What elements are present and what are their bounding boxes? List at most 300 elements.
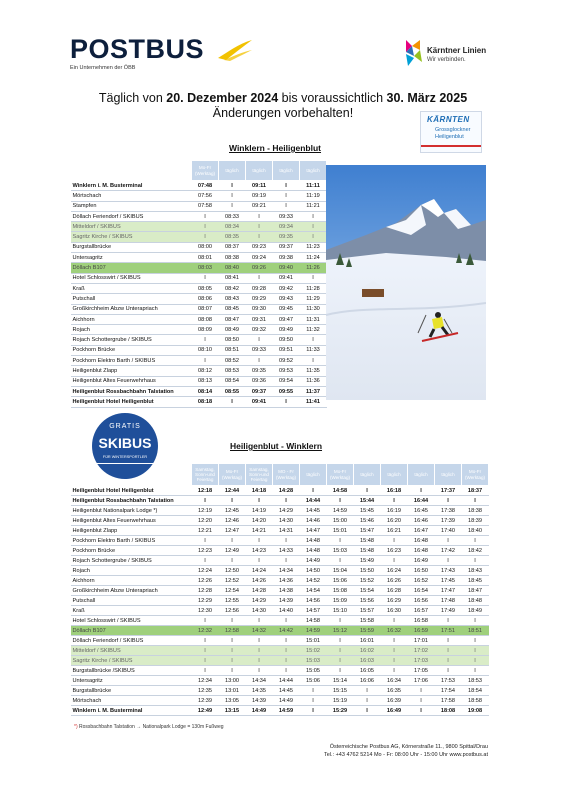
departure-time: I (219, 397, 246, 407)
departure-time: I (462, 496, 489, 506)
departure-time: 08:45 (219, 304, 246, 314)
departure-time: I (246, 636, 273, 646)
table-row (71, 506, 489, 516)
departure-time: 11:23 (300, 242, 327, 252)
departure-time: I (381, 616, 408, 626)
departure-time: 09:43 (273, 294, 300, 304)
column-header: täglich (300, 161, 327, 181)
stop-name: Heiligenblut Rossbachbahn Talstation (71, 386, 192, 396)
table-row (71, 636, 489, 646)
column-header: täglich (300, 464, 327, 486)
departure-time: 08:51 (219, 345, 246, 355)
departure-time: 12:44 (219, 486, 246, 496)
stop-name: Sagritz Kirche / SKIBUS (71, 656, 192, 666)
departure-time: I (327, 636, 354, 646)
departure-time: I (192, 646, 219, 656)
departure-time: 08:06 (192, 294, 219, 304)
departure-time: I (462, 616, 489, 626)
departure-time: I (354, 706, 381, 716)
departure-time: 12:32 (192, 626, 219, 636)
headline-note: Änderungen vorbehalten! (212, 106, 354, 120)
stop-name: Mörtschach (71, 191, 192, 201)
departure-time: 14:29 (273, 506, 300, 516)
departure-time: 16:03 (354, 656, 381, 666)
departure-time: I (192, 556, 219, 566)
departure-time: 09:51 (273, 345, 300, 355)
departure-time: I (300, 696, 327, 706)
departure-time: I (219, 556, 246, 566)
table-row (71, 366, 327, 376)
departure-time: 16:30 (381, 606, 408, 616)
departure-time: 11:36 (300, 376, 327, 386)
departure-time: 14:42 (273, 626, 300, 636)
table-row (71, 686, 489, 696)
departure-time: 08:34 (219, 222, 246, 232)
departure-time: 08:07 (192, 304, 219, 314)
departure-time: I (246, 656, 273, 666)
departure-time: I (246, 666, 273, 676)
table-row (71, 596, 489, 606)
departure-time: 09:31 (246, 314, 273, 324)
departure-time: 16:02 (354, 646, 381, 656)
departure-time: I (192, 636, 219, 646)
departure-time: 11:11 (300, 181, 327, 191)
skibus-sub: FÜR WINTERSPORTLER (102, 455, 148, 459)
timetable-heiligenblut-winklern: Samstag, Sonn-und Feiertag Mo-Fr (Werktag) Samstag, Sonn-und Feiertag MO - Fr (Werktag) täglich Mo-Fr (Werktag) täglich täglich täglich täglich Mo-Fr (Werktag) Mo-Fr (Werktag) Heiligenblut Hotel Heiligenblut 12:18 12:44 14:18 14:28 I 14:58 I 16:18 I 17:37 18:37 Heiligenblut Rossbachbahn Talstation I I I I 14:44 I 15:44 I 16:44 I I Heiligenblut Nationalpark Lodge *) 12:19 12:45 14:19 14:29 14:45 14:59 15:45 16:19 16:45 17:38 18:38 Heiligenblut Altes Feuerwehrhaus 12:20 12:46 14:20 14:30 14:46 15:00 15:46 16:20 16:46 17:39 18:39 Heiligenblut Zlapp 12:21 12:47 14:21 14:31 14:47 15:01 15:47 16:21 16:47 17:40 18:40 Pockhorn Elektro Barth / SKIBUS I I I I 14:48 I 15:48 I 16:48 I I Pockhorn Brücke 12:23 12:49 14:23 14:33 14:48 15:03 15:48 16:23 16:48 17:42 18:42 Rojach Schottergrube / SKIBUS I I I I 14:49 I 15:49 I 16:49 I I Rojach 12:24 12:50 14:24 14:34 14:50 15:04 15:50 16:24 16:50 17:43 18:43 Aichhorn 12:26 12:52 14:26 14:36 14:52 15:06 15:52 16:26 16:52 17:45 18:45 Großkirchheim Abzw Unterapriach 12:28 12:54 14:28 14:38 14:54 15:08 15:54 16:28 16:54 17:47 18:47 Putschall 12:29 12:55 14:29 14:39 14:56 15:09 15:56 16:29 16:56 17:48 18:48 Kraß 12:30 12:56 14:30 14:40 14:57 15:10 15:57 16:30 16:57 17:49 18:49 Hotel Schlosswirt / SKIBUS I I I I 14:58 I 15:58 I 16:58 I I Döllach B107 12:32 12:58 14:32 14:42 14:59 15:12 15:59 16:32 16:59 17:51 18:51 Döllach Feriendorf / SKIBUS I I I I 15:01 I 16:01 I 17:01 I I Mitteldorf / SKIBUS I I I I 15:02 I 16:02 I 17:02 I I Sagritz Kirche / SKIBUS I I I I 15:03 I 16:03 I 17:03 I I Burgstallbrücke /SKIBUS I I I I 15:05 I 16:05 I 17:05 I I Untersagritz 12:34 13:00 14:34 14:44 15:06 15:14 16:06 16:34 17:06 17:53 18:53 Burgstallbrücke 12:35 13:01 14:35 14:45 I 15:15 I 16:35 I 17:54 18:54 Mörtschach 12:39 13:05 14:39 14:49 I 15:19 I 16:39 I 17:58 18:58 Winklern i. M. Busterminal 12:49 13:15 14:49 14:59 I 15:29 I 16:49 I 18:08 19:08 (70, 463, 489, 716)
stop-name: Heiligenblut Nationalpark Lodge *) (71, 506, 192, 516)
stop-name: Putschall (71, 596, 192, 606)
departure-time: 14:29 (246, 596, 273, 606)
table-row (71, 536, 489, 546)
departure-time: 12:19 (192, 506, 219, 516)
table-row (71, 376, 327, 386)
footnote-text: Rossbachbahn Talstation → Nationalpark Lodge = 130m Fußweg (77, 724, 224, 730)
departure-time: I (192, 211, 219, 221)
departure-time: 15:14 (327, 676, 354, 686)
ski-photo (326, 165, 486, 400)
departure-time: 15:46 (354, 516, 381, 526)
headline-pre: Täglich von (98, 91, 167, 105)
departure-time: I (246, 232, 273, 242)
departure-time: I (327, 666, 354, 676)
departure-time: 14:20 (246, 516, 273, 526)
departure-time: 08:54 (219, 376, 246, 386)
departure-time: 16:49 (408, 556, 435, 566)
departure-time: 11:28 (300, 283, 327, 293)
departure-time: I (435, 556, 462, 566)
departure-time: 13:00 (219, 676, 246, 686)
departure-time: 15:58 (354, 616, 381, 626)
departure-time: I (408, 706, 435, 716)
departure-time: 16:34 (381, 676, 408, 686)
departure-time: 15:06 (300, 676, 327, 686)
table-row (71, 201, 327, 211)
departure-time: 15:54 (354, 586, 381, 596)
departure-time: 15:56 (354, 596, 381, 606)
departure-time: 18:43 (462, 566, 489, 576)
departure-time: I (192, 616, 219, 626)
departure-time: 14:48 (300, 536, 327, 546)
departure-time: 16:28 (381, 586, 408, 596)
departure-time: 09:29 (246, 294, 273, 304)
departure-time: I (381, 666, 408, 676)
stop-name: Döllach B107 (71, 626, 192, 636)
departure-time: I (462, 656, 489, 666)
table-row (71, 283, 327, 293)
column-header: Mo-Fr (Werktag) (219, 464, 246, 486)
departure-time: 12:56 (219, 606, 246, 616)
departure-time: 14:34 (273, 566, 300, 576)
departure-time: I (327, 536, 354, 546)
departure-time: 09:50 (273, 335, 300, 345)
departure-time: I (381, 556, 408, 566)
table-row (71, 656, 489, 666)
badge-line1: Grossglockner (435, 127, 471, 133)
departure-time: 16:32 (381, 626, 408, 636)
departure-time: 17:03 (408, 656, 435, 666)
departure-time: I (246, 356, 273, 366)
departure-time: 09:37 (246, 386, 273, 396)
departure-time: 15:49 (354, 556, 381, 566)
departure-time: 09:34 (273, 222, 300, 232)
departure-time: I (462, 556, 489, 566)
departure-time: 11:35 (300, 366, 327, 376)
stop-name: Rojach Schottergrube / SKIBUS (71, 556, 192, 566)
departure-time: I (300, 273, 327, 283)
table-row (71, 676, 489, 686)
departure-time: 15:47 (354, 526, 381, 536)
table1-corner (71, 161, 192, 181)
departure-time: I (462, 666, 489, 676)
departure-time: 09:42 (273, 283, 300, 293)
departure-time: I (246, 335, 273, 345)
departure-time: I (273, 201, 300, 211)
departure-time: 15:57 (354, 606, 381, 616)
departure-time: I (192, 356, 219, 366)
departure-time: 08:42 (219, 283, 246, 293)
departure-time: 16:46 (408, 516, 435, 526)
departure-time: 15:03 (327, 546, 354, 556)
departure-time: I (192, 222, 219, 232)
departure-time: 12:58 (219, 626, 246, 636)
footer-address: Österreichische Postbus AG, Körnerstraße 11., 9800 Spittal/Drau (329, 744, 488, 750)
departure-time: 14:18 (246, 486, 273, 496)
table-row (71, 386, 327, 396)
departure-time: I (300, 706, 327, 716)
departure-time: I (300, 222, 327, 232)
skibus-gratis: GRATIS (109, 423, 141, 430)
departure-time: I (246, 646, 273, 656)
departure-time: 18:54 (462, 686, 489, 696)
departure-time: I (192, 335, 219, 345)
stop-name: Döllach B107 (71, 263, 192, 273)
departure-time: I (273, 181, 300, 191)
column-header: täglich (354, 464, 381, 486)
departure-time: 18:38 (462, 506, 489, 516)
departure-time: I (273, 636, 300, 646)
stop-name: Heiligenblut Zlapp (71, 366, 192, 376)
stop-name: Pockhorn Brücke (71, 345, 192, 355)
stop-name: Rojach (71, 325, 192, 335)
departure-time: I (354, 686, 381, 696)
departure-time: 14:50 (300, 566, 327, 576)
table-row (71, 616, 489, 626)
departure-time: 14:28 (246, 586, 273, 596)
departure-time: 09:52 (273, 356, 300, 366)
departure-time: 18:48 (462, 596, 489, 606)
stop-name: Winklern i. M. Busterminal (71, 706, 192, 716)
departure-time: 15:04 (327, 566, 354, 576)
footer-contact: Tel.: +43 4762 5214 Mo - Fr: 08:00 Uhr - 15:00 Uhr www.postbus.at (323, 752, 488, 758)
departure-time: 11:31 (300, 314, 327, 324)
departure-time: 16:29 (381, 596, 408, 606)
departure-time: I (246, 616, 273, 626)
departure-time: 08:00 (192, 242, 219, 252)
departure-time: 18:08 (435, 706, 462, 716)
departure-time: 11:32 (300, 325, 327, 335)
departure-time: 08:05 (192, 283, 219, 293)
departure-time: 09:24 (246, 253, 273, 263)
stop-name: Pockhorn Elektro Barth / SKIBUS (71, 536, 192, 546)
departure-time: 18:58 (462, 696, 489, 706)
departure-time: I (192, 232, 219, 242)
departure-time: 09:45 (273, 304, 300, 314)
departure-time: 14:59 (327, 506, 354, 516)
table-row (71, 356, 327, 366)
departure-time: 16:05 (354, 666, 381, 676)
company-footer (324, 743, 488, 759)
departure-time: 14:57 (300, 606, 327, 616)
stop-name: Kraß (71, 606, 192, 616)
stop-name: Untersagritz (71, 253, 192, 263)
departure-time: 14:44 (300, 496, 327, 506)
departure-time: 16:35 (381, 686, 408, 696)
departure-time: 09:35 (273, 232, 300, 242)
departure-time: 14:34 (246, 676, 273, 686)
departure-time: I (435, 616, 462, 626)
column-header: täglich (435, 464, 462, 486)
stop-name: Hotel Schlosswirt / SKIBUS (71, 616, 192, 626)
departure-time: 14:49 (300, 556, 327, 566)
departure-time: 08:55 (219, 386, 246, 396)
departure-time: I (381, 496, 408, 506)
departure-time: 17:05 (408, 666, 435, 676)
stop-name: Rojach (71, 566, 192, 576)
departure-time: 08:09 (192, 325, 219, 335)
departure-time: 16:20 (381, 516, 408, 526)
departure-time: 14:26 (246, 576, 273, 586)
departure-time: 16:24 (381, 566, 408, 576)
departure-time: 15:03 (300, 656, 327, 666)
table-row (71, 397, 327, 407)
departure-time: 12:49 (219, 546, 246, 556)
departure-time: 08:43 (219, 294, 246, 304)
column-header: Mo-Fr (Werktag) (462, 464, 489, 486)
departure-time: 17:39 (435, 516, 462, 526)
departure-time: 07:48 (192, 181, 219, 191)
departure-time: I (327, 646, 354, 656)
departure-time: 15:08 (327, 586, 354, 596)
departure-time: 18:51 (462, 626, 489, 636)
stop-name: Burgstallbrücke (71, 242, 192, 252)
column-header: täglich (273, 161, 300, 181)
departure-time: 11:24 (300, 253, 327, 263)
departure-time: I (219, 536, 246, 546)
table-row (71, 486, 489, 496)
table-row (71, 314, 327, 324)
departure-time: 16:54 (408, 586, 435, 596)
departure-time: 08:35 (219, 232, 246, 242)
departure-time: 12:21 (192, 526, 219, 536)
departure-time: 18:49 (462, 606, 489, 616)
departure-time: I (300, 486, 327, 496)
stop-name: Großkirchheim Abzw Unterapriach (71, 304, 192, 314)
departure-time: 08:47 (219, 314, 246, 324)
stop-name: Sagritz Kirche / SKIBUS (71, 232, 192, 242)
departure-time: 16:56 (408, 596, 435, 606)
departure-time: 12:34 (192, 676, 219, 686)
departure-time: 08:18 (192, 397, 219, 407)
table-row (71, 253, 327, 263)
table-row (71, 242, 327, 252)
departure-time: 12:50 (219, 566, 246, 576)
departure-time: I (273, 616, 300, 626)
departure-time: 08:37 (219, 242, 246, 252)
departure-time: 18:47 (462, 586, 489, 596)
departure-time: I (273, 191, 300, 201)
table-row (71, 516, 489, 526)
departure-time: 16:23 (381, 546, 408, 556)
departure-time: I (462, 636, 489, 646)
departure-time: I (300, 335, 327, 345)
departure-time: I (192, 273, 219, 283)
table-row (71, 304, 327, 314)
postbus-swoosh-icon (216, 38, 254, 62)
departure-time: 11:33 (300, 345, 327, 355)
departure-time: I (327, 616, 354, 626)
departure-time: 14:47 (300, 526, 327, 536)
departure-time: 12:55 (219, 596, 246, 606)
departure-time: 17:54 (435, 686, 462, 696)
column-header: Samstag, Sonn-und Feiertag (192, 464, 219, 486)
column-header: täglich (408, 464, 435, 486)
departure-time: 14:44 (273, 676, 300, 686)
departure-time: I (435, 496, 462, 506)
stop-name: Heiligenblut Zlapp (71, 526, 192, 536)
departure-time: 15:48 (354, 546, 381, 556)
badge-line2: Heiligenblut (435, 134, 464, 140)
table-row (71, 263, 327, 273)
stop-name: Winklern i. M. Busterminal (71, 181, 192, 191)
departure-time: 08:01 (192, 253, 219, 263)
departure-time: I (300, 686, 327, 696)
departure-time: 11:30 (300, 304, 327, 314)
departure-time: 08:13 (192, 376, 219, 386)
departure-time: 16:39 (381, 696, 408, 706)
departure-time: 15:06 (327, 576, 354, 586)
column-header: Mo-Fr (Werktag) (192, 161, 219, 181)
departure-time: 14:32 (246, 626, 273, 636)
departure-time: 15:52 (354, 576, 381, 586)
departure-time: 17:01 (408, 636, 435, 646)
table-row (71, 294, 327, 304)
departure-time: 09:33 (246, 345, 273, 355)
departure-time: 18:39 (462, 516, 489, 526)
departure-time: 17:48 (435, 596, 462, 606)
departure-time: 11:26 (300, 263, 327, 273)
departure-time: 16:52 (408, 576, 435, 586)
departure-time: I (246, 222, 273, 232)
headline-start-date: 20. Dezember 2024 (166, 91, 279, 105)
departure-time: 17:47 (435, 586, 462, 596)
departure-time: 16:57 (408, 606, 435, 616)
departure-time: 08:38 (219, 253, 246, 263)
column-header: täglich (381, 464, 408, 486)
kaerntner-linien-logo (402, 38, 487, 73)
departure-time: 14:39 (273, 596, 300, 606)
table-row (71, 576, 489, 586)
departure-time: 09:30 (246, 304, 273, 314)
departure-time: 15:09 (327, 596, 354, 606)
table-row (71, 335, 327, 345)
departure-time: 14:28 (273, 486, 300, 496)
departure-time: I (273, 666, 300, 676)
departure-time: 11:19 (300, 191, 327, 201)
departure-time: 16:19 (381, 506, 408, 516)
departure-time: 11:21 (300, 201, 327, 211)
departure-time: 09:32 (246, 325, 273, 335)
departure-time: 18:53 (462, 676, 489, 686)
departure-time: 16:59 (408, 626, 435, 636)
departure-time: I (435, 636, 462, 646)
table2-corner (71, 464, 192, 486)
departure-time: 14:31 (273, 526, 300, 536)
stop-name: Heiligenblut Altes Feuerwehrhaus (71, 516, 192, 526)
departure-time: 08:08 (192, 314, 219, 324)
departure-time: 15:12 (327, 626, 354, 636)
departure-time: 08:40 (219, 263, 246, 273)
stop-name: Heiligenblut Rossbachbahn Talstation (71, 496, 192, 506)
departure-time: I (327, 656, 354, 666)
badge-flag-stripe (421, 145, 481, 147)
departure-time: 17:43 (435, 566, 462, 576)
table-row (71, 586, 489, 596)
stop-name: Mitteldorf / SKIBUS (71, 222, 192, 232)
departure-time: I (192, 536, 219, 546)
departure-time: 12:30 (192, 606, 219, 616)
stop-name: Mörtschach (71, 696, 192, 706)
departure-time: 14:19 (246, 506, 273, 516)
column-header: täglich (246, 161, 273, 181)
departure-time: 15:05 (300, 666, 327, 676)
departure-time: 09:53 (273, 366, 300, 376)
stop-name: Heiligenblut Hotel Heiligenblut (71, 486, 192, 496)
departure-time: 14:49 (273, 696, 300, 706)
departure-time: I (462, 536, 489, 546)
departure-time: I (435, 646, 462, 656)
departure-time: 14:21 (246, 526, 273, 536)
departure-time: I (273, 646, 300, 656)
departure-time: 16:45 (408, 506, 435, 516)
stop-name: Döllach Feriendorf / SKIBUS (71, 636, 192, 646)
footnote (74, 724, 224, 730)
departure-time: I (327, 556, 354, 566)
departure-time: 14:33 (273, 546, 300, 556)
column-header: täglich (219, 161, 246, 181)
skier-mountain-image (326, 165, 486, 400)
departure-time: 17:38 (435, 506, 462, 516)
departure-time: 11:37 (300, 386, 327, 396)
